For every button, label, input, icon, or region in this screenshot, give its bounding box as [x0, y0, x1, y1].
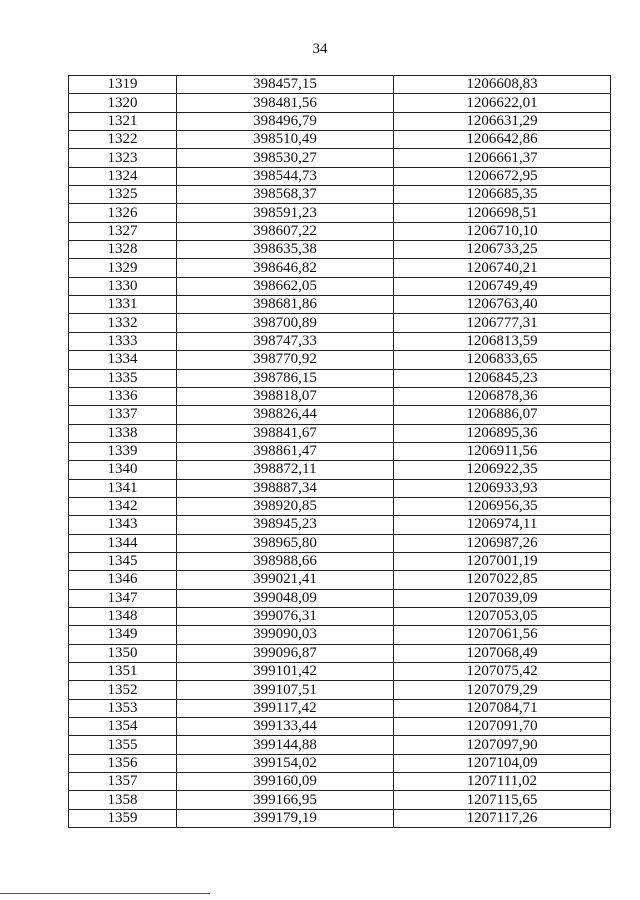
table-row	[69, 552, 611, 570]
table-row	[69, 167, 611, 185]
x-coordinate-cell: 399154,02	[177, 754, 394, 772]
point-number-cell: 1354	[69, 718, 177, 736]
table-row	[69, 369, 611, 387]
point-number-cell: 1321	[69, 112, 177, 130]
point-number-cell: 1339	[69, 442, 177, 460]
point-number-cell: 1341	[69, 479, 177, 497]
table-row	[69, 131, 611, 149]
point-number-cell: 1345	[69, 552, 177, 570]
point-number-cell: 1334	[69, 351, 177, 369]
point-number-cell: 1357	[69, 773, 177, 791]
x-coordinate-cell: 398530,27	[177, 149, 394, 167]
point-number-cell: 1355	[69, 736, 177, 754]
x-coordinate-cell: 398568,37	[177, 186, 394, 204]
x-coordinate-cell: 398681,86	[177, 296, 394, 314]
y-coordinate-cell: 1207115,65	[394, 791, 611, 809]
y-coordinate-cell: 1206642,86	[394, 131, 611, 149]
x-coordinate-cell: 398496,79	[177, 112, 394, 130]
x-coordinate-cell: 399144,88	[177, 736, 394, 754]
x-coordinate-cell: 398988,66	[177, 552, 394, 570]
table-row	[69, 663, 611, 681]
x-coordinate-cell: 398872,11	[177, 461, 394, 479]
point-number-cell: 1358	[69, 791, 177, 809]
y-coordinate-cell: 1206698,51	[394, 204, 611, 222]
table-row	[69, 222, 611, 240]
point-number-cell: 1328	[69, 241, 177, 259]
x-coordinate-cell: 398887,34	[177, 479, 394, 497]
footer-rule	[0, 893, 210, 894]
table-row	[69, 351, 611, 369]
point-number-cell: 1327	[69, 222, 177, 240]
x-coordinate-cell: 399090,03	[177, 626, 394, 644]
table-row	[69, 204, 611, 222]
point-number-cell: 1329	[69, 259, 177, 277]
table-row	[69, 314, 611, 332]
table-row	[69, 791, 611, 809]
x-coordinate-cell: 398607,22	[177, 222, 394, 240]
y-coordinate-cell: 1206631,29	[394, 112, 611, 130]
table-row	[69, 461, 611, 479]
table-row	[69, 406, 611, 424]
x-coordinate-cell: 398747,33	[177, 332, 394, 350]
x-coordinate-cell: 399166,95	[177, 791, 394, 809]
table-row	[69, 589, 611, 607]
point-number-cell: 1320	[69, 94, 177, 112]
x-coordinate-cell: 399101,42	[177, 663, 394, 681]
x-coordinate-cell: 398920,85	[177, 497, 394, 515]
point-number-cell: 1322	[69, 131, 177, 149]
x-coordinate-cell: 399179,19	[177, 809, 394, 827]
y-coordinate-cell: 1207084,71	[394, 699, 611, 717]
y-coordinate-cell: 1207104,09	[394, 754, 611, 772]
point-number-cell: 1351	[69, 663, 177, 681]
table-row	[69, 241, 611, 259]
x-coordinate-cell: 399076,31	[177, 607, 394, 625]
table-row	[69, 424, 611, 442]
point-number-cell: 1353	[69, 699, 177, 717]
point-number-cell: 1326	[69, 204, 177, 222]
table-row	[69, 332, 611, 350]
table-row	[69, 754, 611, 772]
y-coordinate-cell: 1206878,36	[394, 387, 611, 405]
x-coordinate-cell: 399160,09	[177, 773, 394, 791]
y-coordinate-cell: 1206672,95	[394, 167, 611, 185]
x-coordinate-cell: 398481,56	[177, 94, 394, 112]
y-coordinate-cell: 1207053,05	[394, 607, 611, 625]
y-coordinate-cell: 1207001,19	[394, 552, 611, 570]
point-number-cell: 1343	[69, 516, 177, 534]
x-coordinate-cell: 398945,23	[177, 516, 394, 534]
y-coordinate-cell: 1207039,09	[394, 589, 611, 607]
point-number-cell: 1338	[69, 424, 177, 442]
x-coordinate-cell: 398646,82	[177, 259, 394, 277]
point-number-cell: 1319	[69, 76, 177, 94]
table-row	[69, 809, 611, 827]
x-coordinate-cell: 399096,87	[177, 644, 394, 662]
coordinates-table	[68, 75, 611, 828]
y-coordinate-cell: 1207022,85	[394, 571, 611, 589]
x-coordinate-cell: 399048,09	[177, 589, 394, 607]
y-coordinate-cell: 1206922,35	[394, 461, 611, 479]
y-coordinate-cell: 1206895,36	[394, 424, 611, 442]
point-number-cell: 1347	[69, 589, 177, 607]
point-number-cell: 1337	[69, 406, 177, 424]
coordinates-table-body	[69, 76, 611, 828]
x-coordinate-cell: 398965,80	[177, 534, 394, 552]
table-row	[69, 736, 611, 754]
x-coordinate-cell: 398700,89	[177, 314, 394, 332]
point-number-cell: 1330	[69, 277, 177, 295]
point-number-cell: 1333	[69, 332, 177, 350]
y-coordinate-cell: 1207075,42	[394, 663, 611, 681]
y-coordinate-cell: 1206661,37	[394, 149, 611, 167]
y-coordinate-cell: 1207111,02	[394, 773, 611, 791]
y-coordinate-cell: 1206740,21	[394, 259, 611, 277]
y-coordinate-cell: 1207117,26	[394, 809, 611, 827]
y-coordinate-cell: 1206845,23	[394, 369, 611, 387]
table-row	[69, 112, 611, 130]
table-row	[69, 516, 611, 534]
x-coordinate-cell: 398786,15	[177, 369, 394, 387]
y-coordinate-cell: 1206987,26	[394, 534, 611, 552]
x-coordinate-cell: 398591,23	[177, 204, 394, 222]
table-row	[69, 681, 611, 699]
y-coordinate-cell: 1206733,25	[394, 241, 611, 259]
x-coordinate-cell: 398841,67	[177, 424, 394, 442]
y-coordinate-cell: 1207079,29	[394, 681, 611, 699]
y-coordinate-cell: 1206710,10	[394, 222, 611, 240]
table-row	[69, 94, 611, 112]
table-row	[69, 626, 611, 644]
y-coordinate-cell: 1206777,31	[394, 314, 611, 332]
x-coordinate-cell: 399117,42	[177, 699, 394, 717]
point-number-cell: 1325	[69, 186, 177, 204]
y-coordinate-cell: 1206608,83	[394, 76, 611, 94]
x-coordinate-cell: 398818,07	[177, 387, 394, 405]
y-coordinate-cell: 1207097,90	[394, 736, 611, 754]
y-coordinate-cell: 1206763,40	[394, 296, 611, 314]
point-number-cell: 1350	[69, 644, 177, 662]
x-coordinate-cell: 398662,05	[177, 277, 394, 295]
x-coordinate-cell: 399107,51	[177, 681, 394, 699]
y-coordinate-cell: 1206956,35	[394, 497, 611, 515]
x-coordinate-cell: 398510,49	[177, 131, 394, 149]
x-coordinate-cell: 398635,38	[177, 241, 394, 259]
point-number-cell: 1323	[69, 149, 177, 167]
table-row	[69, 497, 611, 515]
table-row	[69, 534, 611, 552]
point-number-cell: 1324	[69, 167, 177, 185]
y-coordinate-cell: 1207091,70	[394, 718, 611, 736]
y-coordinate-cell: 1206974,11	[394, 516, 611, 534]
table-row	[69, 644, 611, 662]
y-coordinate-cell: 1206813,59	[394, 332, 611, 350]
point-number-cell: 1348	[69, 607, 177, 625]
y-coordinate-cell: 1206749,49	[394, 277, 611, 295]
x-coordinate-cell: 399133,44	[177, 718, 394, 736]
table-row	[69, 76, 611, 94]
y-coordinate-cell: 1206886,07	[394, 406, 611, 424]
y-coordinate-cell: 1207061,56	[394, 626, 611, 644]
point-number-cell: 1344	[69, 534, 177, 552]
point-number-cell: 1340	[69, 461, 177, 479]
table-row	[69, 149, 611, 167]
x-coordinate-cell: 398544,73	[177, 167, 394, 185]
table-row	[69, 773, 611, 791]
table-row	[69, 296, 611, 314]
table-row	[69, 699, 611, 717]
x-coordinate-cell: 399021,41	[177, 571, 394, 589]
point-number-cell: 1346	[69, 571, 177, 589]
point-number-cell: 1349	[69, 626, 177, 644]
point-number-cell: 1352	[69, 681, 177, 699]
y-coordinate-cell: 1207068,49	[394, 644, 611, 662]
x-coordinate-cell: 398770,92	[177, 351, 394, 369]
table-row	[69, 387, 611, 405]
table-row	[69, 186, 611, 204]
point-number-cell: 1331	[69, 296, 177, 314]
point-number-cell: 1335	[69, 369, 177, 387]
point-number-cell: 1336	[69, 387, 177, 405]
page-number: 34	[312, 41, 328, 57]
table-row	[69, 442, 611, 460]
x-coordinate-cell: 398826,44	[177, 406, 394, 424]
x-coordinate-cell: 398457,15	[177, 76, 394, 94]
point-number-cell: 1342	[69, 497, 177, 515]
y-coordinate-cell: 1206933,93	[394, 479, 611, 497]
y-coordinate-cell: 1206833,65	[394, 351, 611, 369]
table-row	[69, 277, 611, 295]
point-number-cell: 1332	[69, 314, 177, 332]
y-coordinate-cell: 1206622,01	[394, 94, 611, 112]
point-number-cell: 1359	[69, 809, 177, 827]
table-row	[69, 607, 611, 625]
table-row	[69, 259, 611, 277]
y-coordinate-cell: 1206911,56	[394, 442, 611, 460]
point-number-cell: 1356	[69, 754, 177, 772]
y-coordinate-cell: 1206685,35	[394, 186, 611, 204]
table-row	[69, 479, 611, 497]
table-row	[69, 718, 611, 736]
x-coordinate-cell: 398861,47	[177, 442, 394, 460]
table-row	[69, 571, 611, 589]
